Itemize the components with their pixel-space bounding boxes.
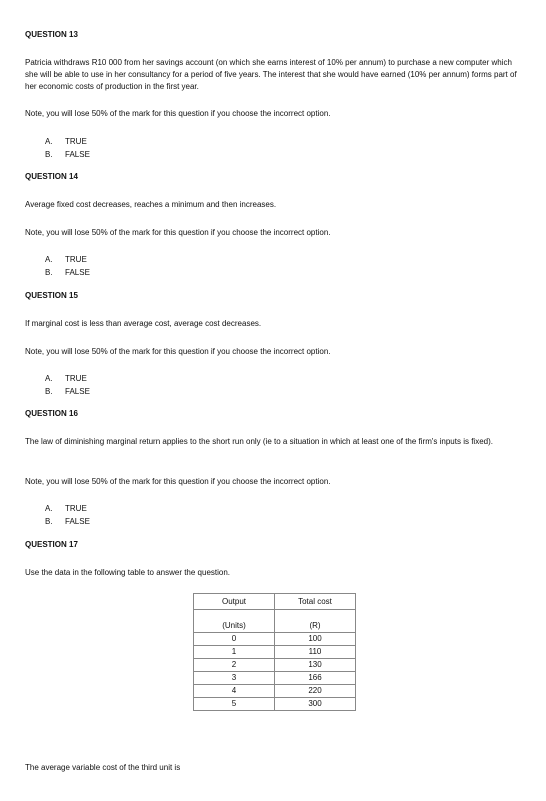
table-cell: 2	[194, 659, 275, 672]
question-14-note: Note, you will lose 50% of the mark for this question if you choose the incorrect option.	[25, 228, 331, 237]
table-row	[194, 646, 356, 659]
table-header-output: Output	[194, 594, 275, 610]
table-cell: 300	[275, 698, 356, 711]
option-label: TRUE	[65, 137, 87, 146]
table-cell: 3	[194, 672, 275, 685]
option-label: FALSE	[65, 150, 90, 159]
table-cell: 110	[275, 646, 356, 659]
table-units-row	[194, 620, 356, 633]
question-17-title: QUESTION 17	[25, 540, 78, 549]
option-letter: B.	[45, 387, 53, 396]
question-16-option-a[interactable]	[45, 503, 87, 515]
question-13-title: QUESTION 13	[25, 30, 78, 39]
question-17-text: Use the data in the following table to answer the question.	[25, 568, 231, 577]
option-letter: A.	[45, 504, 53, 513]
question-15-option-b[interactable]	[45, 386, 90, 398]
question-14-title: QUESTION 14	[25, 172, 78, 181]
option-letter: B.	[45, 517, 53, 526]
option-label: TRUE	[65, 255, 87, 264]
question-17-footer: The average variable cost of the third unit is	[25, 763, 181, 772]
option-letter: A.	[45, 374, 53, 383]
option-label: FALSE	[65, 517, 90, 526]
table-spacer-row	[194, 610, 356, 621]
table-header-total-cost: Total cost	[275, 594, 356, 610]
option-label: TRUE	[65, 504, 87, 513]
option-letter: B.	[45, 268, 53, 277]
table-cell: 220	[275, 685, 356, 698]
table-row	[194, 685, 356, 698]
question-16-option-b[interactable]	[45, 516, 90, 528]
option-letter: B.	[45, 150, 53, 159]
question-13-option-b[interactable]	[45, 149, 90, 161]
question-15-text: If marginal cost is less than average cost, average cost decreases.	[25, 319, 262, 328]
table-cell: 5	[194, 698, 275, 711]
question-15-note: Note, you will lose 50% of the mark for this question if you choose the incorrect option.	[25, 347, 331, 356]
question-15-option-a[interactable]	[45, 373, 87, 385]
table-row	[194, 672, 356, 685]
question-13-note: Note, you will lose 50% of the mark for this question if you choose the incorrect option.	[25, 109, 331, 118]
table-row	[194, 633, 356, 646]
cost-table	[193, 593, 356, 711]
question-14-option-a[interactable]	[45, 254, 87, 266]
question-16-text: The law of diminishing marginal return applies to the short run only (ie to a situation in which at least one of the firm's inputs is fixed).	[25, 437, 493, 446]
option-letter: A.	[45, 137, 53, 146]
table-cell: 130	[275, 659, 356, 672]
table-unit-total-cost: (R)	[275, 620, 356, 633]
table-cell: 0	[194, 633, 275, 646]
table-header-row	[194, 594, 356, 610]
question-14-option-b[interactable]	[45, 267, 90, 279]
table-cell: 4	[194, 685, 275, 698]
option-letter: A.	[45, 255, 53, 264]
table-cell: 166	[275, 672, 356, 685]
table-row	[194, 698, 356, 711]
table-cell: 100	[275, 633, 356, 646]
question-13-text: Patricia withdraws R10 000 from her savings account (on which she earns interest of 10% per annum) to purchase a new computer which she will be able to use in her consultancy for a period of five years. The interest that she would have earned (10% per annum) forms part of her economic costs of production in the first year.	[25, 58, 517, 91]
table-row	[194, 659, 356, 672]
question-15-title: QUESTION 15	[25, 291, 78, 300]
question-14-text: Average fixed cost decreases, reaches a minimum and then increases.	[25, 200, 277, 209]
option-label: FALSE	[65, 268, 90, 277]
question-16-title: QUESTION 16	[25, 409, 78, 418]
option-label: TRUE	[65, 374, 87, 383]
question-13-option-a[interactable]	[45, 136, 87, 148]
option-label: FALSE	[65, 387, 90, 396]
question-16-note: Note, you will lose 50% of the mark for this question if you choose the incorrect option.	[25, 477, 331, 486]
table-cell: 1	[194, 646, 275, 659]
table-unit-output: (Units)	[194, 620, 275, 633]
